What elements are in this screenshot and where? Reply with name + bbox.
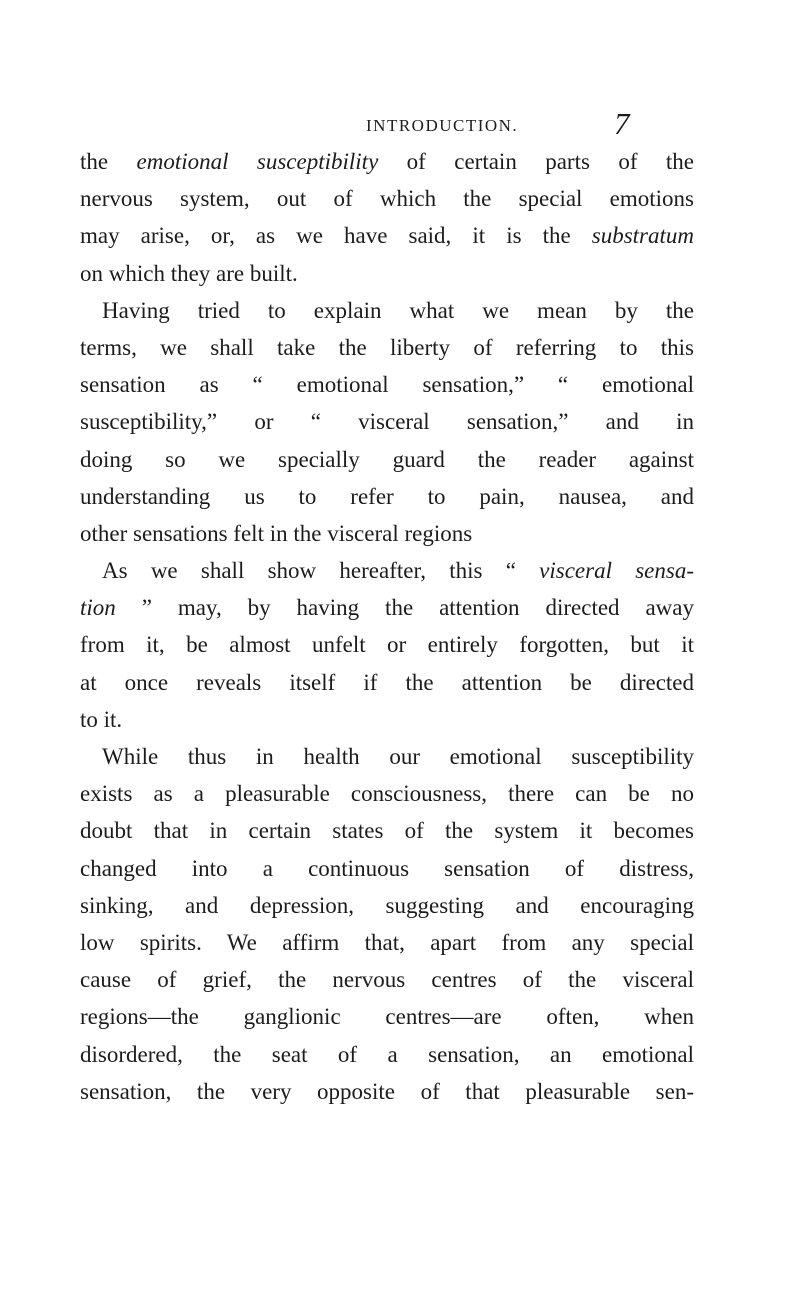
text-run: doing so we specially guard the reader against	[80, 446, 694, 472]
text-line	[80, 1036, 694, 1073]
text-line	[80, 738, 694, 775]
text-line	[80, 961, 694, 998]
running-head: INTRODUCTION.	[366, 116, 519, 135]
text-line	[80, 664, 694, 701]
text-run: doubt that in certain states of the system it becomes	[80, 818, 694, 844]
text-run: understanding us to refer to pain, nausea, and	[80, 483, 694, 509]
text-line	[80, 217, 694, 254]
italic-run: tion	[80, 595, 116, 621]
italic-run: visceral sensa-	[539, 558, 694, 584]
text-line	[80, 812, 694, 849]
text-line	[80, 292, 694, 329]
text-run: low spirits. We affirm that, apart from any special	[80, 929, 694, 955]
text-run: changed into a continuous sensation of distress,	[80, 855, 694, 881]
text-line	[80, 626, 694, 663]
text-run: regions—the ganglionic centres—are often, when	[80, 1004, 694, 1030]
body-text	[80, 143, 694, 1110]
text-run: susceptibility,” or “ visceral sensation,” and in	[80, 409, 694, 435]
page-header	[0, 106, 800, 142]
text-run: sensation, the very opposite of that pleasurable sen-	[80, 1078, 694, 1104]
text-line	[80, 552, 694, 589]
text-line	[80, 478, 694, 515]
text-line	[80, 441, 694, 478]
text-run: disordered, the seat of a sensation, an emotional	[80, 1041, 694, 1067]
text-run: to it.	[80, 706, 123, 732]
text-line	[80, 589, 694, 626]
text-run: As we shall show hereafter, this “	[102, 558, 540, 584]
text-run: exists as a pleasurable consciousness, there can be no	[80, 781, 694, 807]
text-run: at once reveals itself if the attention be directed	[80, 669, 694, 695]
text-run: from it, be almost unfelt or entirely forgotten, but it	[80, 632, 694, 658]
text-run: While thus in health our emotional susceptibility	[102, 744, 694, 769]
text-run: nervous system, out of which the special emotions	[80, 186, 694, 212]
text-run: may arise, or, as we have said, it is the	[80, 223, 592, 249]
text-run: sinking, and depression, suggesting and encouraging	[80, 892, 694, 918]
text-run: sensation as “ emotional sensation,” “ emotional	[80, 372, 694, 398]
text-line	[80, 701, 694, 738]
text-line	[80, 143, 694, 180]
text-line	[80, 366, 694, 403]
text-line	[80, 924, 694, 961]
text-line	[80, 255, 694, 292]
text-run: terms, we shall take the liberty of referring to this	[80, 334, 694, 360]
text-line	[80, 180, 694, 217]
text-run: the	[80, 149, 137, 174]
text-line	[80, 515, 694, 552]
text-run: cause of grief, the nervous centres of the visceral	[80, 967, 694, 993]
text-line	[80, 403, 694, 440]
text-run: of certain parts of the	[378, 149, 694, 174]
text-run: ” may, by having the attention directed away	[115, 595, 694, 621]
text-line	[80, 998, 694, 1035]
italic-run: substratum	[591, 223, 694, 249]
text-line	[80, 887, 694, 924]
text-run: Having tried to explain what we mean by the	[102, 297, 694, 323]
text-line	[80, 775, 694, 812]
text-run: on which they are built.	[80, 260, 298, 286]
text-line	[80, 850, 694, 887]
text-line	[80, 1073, 694, 1110]
text-line	[80, 329, 694, 366]
italic-run: emotional susceptibility	[136, 149, 379, 174]
text-run: other sensations felt in the visceral regions	[80, 520, 473, 546]
page-number: 7	[614, 106, 630, 141]
